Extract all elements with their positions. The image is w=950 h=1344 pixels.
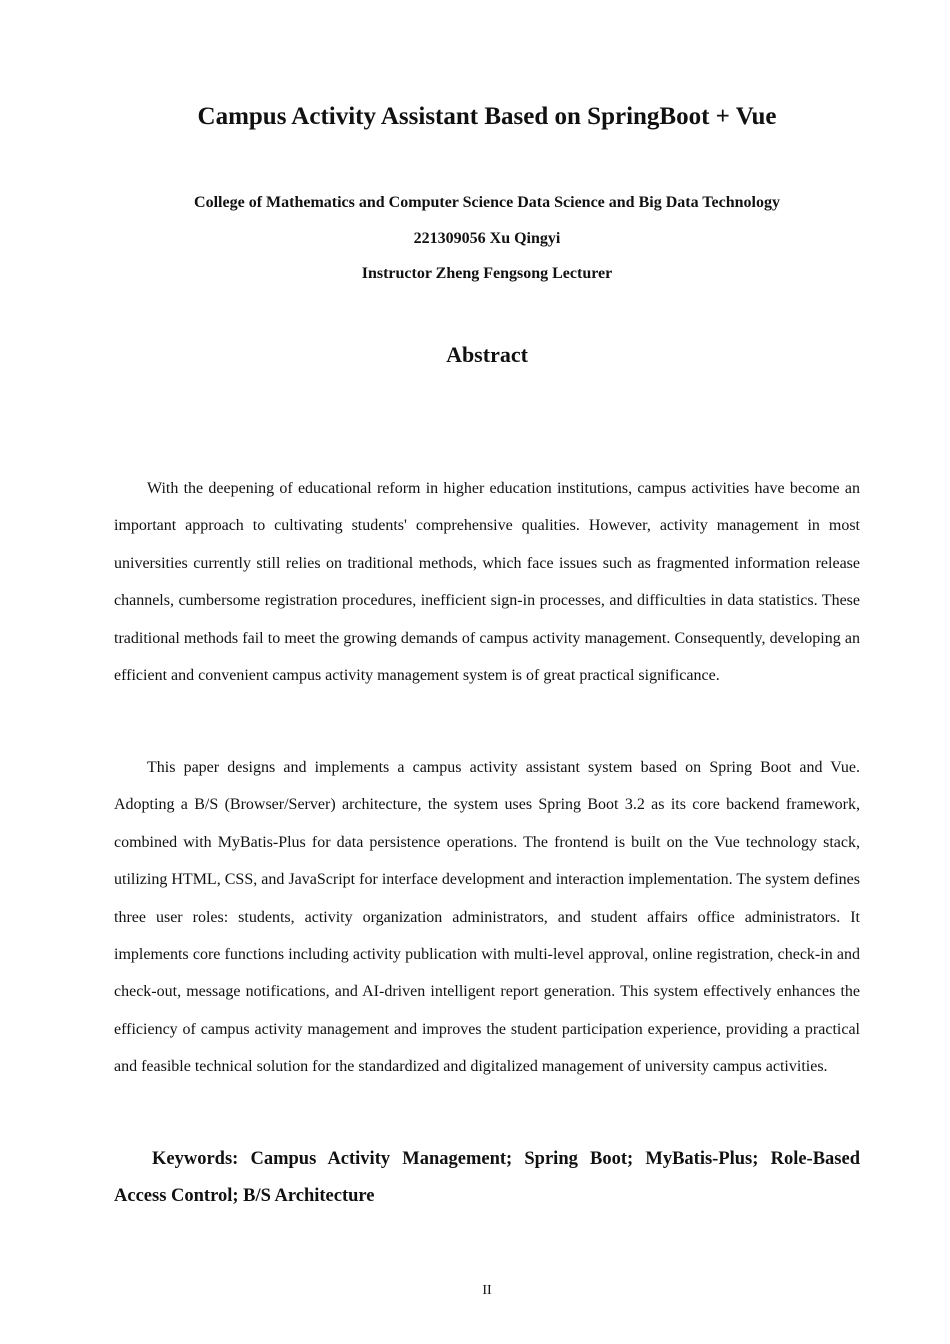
abstract-paragraph-2: This paper designs and implements a campus activity assistant system based on Spring Boot and Vue. Adopting a B/S (Browser/Server) architecture, the system uses Spring Boot 3.2 as its core backend framework, combined with MyBatis-Plus for data persistence operations. The frontend is built on the Vue technology stack, utilizing HTML, CSS, and JavaScript for interface development and interaction implementation. The system defines three user roles: students, activity organization administrators, and student affairs office administrators. It implements core functions including activity publication with multi-level approval, online registration, check-in and check-out, message notifications, and AI-driven intelligent report generation. This system effectively enhances the efficiency of campus activity management and improves the student participation experience, providing a practical and feasible technical solution for the standardized and digitalized management of university campus activities. xyxy=(114,759,860,1076)
abstract-heading: Abstract xyxy=(446,342,528,367)
instructor-line: Instructor Zheng Fengsong Lecturer xyxy=(361,265,613,282)
student-id-name-line: 221309056 Xu Qingyi xyxy=(413,230,561,247)
keywords: Keywords: Campus Activity Management; Spring Boot; MyBatis-Plus; Role-Based Access Control; B/S Architecture xyxy=(114,1149,860,1206)
abstract-paragraph-1: With the deepening of educational reform in higher education institutions, campus activities have become an important approach to cultivating students' comprehensive qualities. However, activity management in most universities currently still relies on traditional methods, which face issues such as fragmented information release channels, cumbersome registration procedures, inefficient sign-in processes, and difficulties in data statistics. These traditional methods fail to meet the growing demands of campus activity management. Consequently, developing an efficient and convenient campus activity management system is of great practical significance. xyxy=(114,480,860,685)
college-major-line: College of Mathematics and Computer Science Data Science and Big Data Technology xyxy=(194,194,780,211)
page-number: II xyxy=(482,1283,492,1298)
paper-title: Campus Activity Assistant Based on SpringBoot + Vue xyxy=(197,103,777,130)
